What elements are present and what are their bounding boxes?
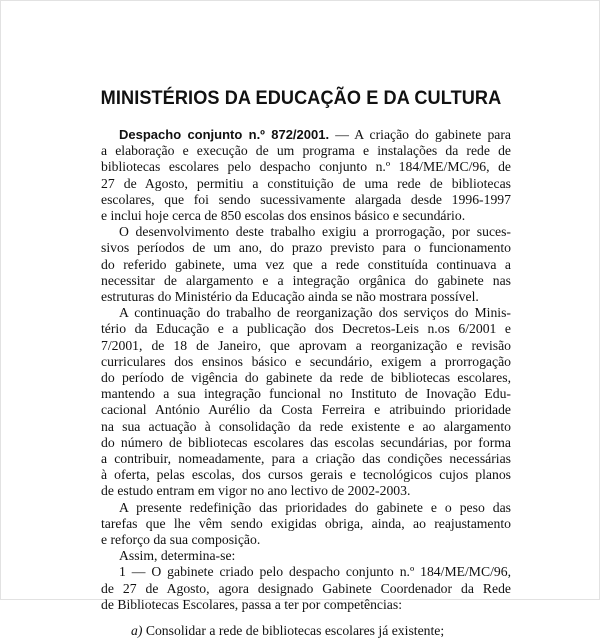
paragraph-line: e reforço da sua composição. <box>101 532 261 548</box>
list-item-text: Consolidar a rede de bibliotecas escolares já existente; <box>145 623 445 639</box>
despacho-title: Despacho conjunto n.º 872/2001. <box>119 127 330 142</box>
paragraph-line: sivos períodos de um ano, do prazo previsto para o funcionamento <box>101 240 511 256</box>
paragraph-line: de 27 de Agosto, agora designado Gabinete Coordenador da Rede <box>101 580 511 596</box>
paragraph-line: do período de vigência do gabinete da rede de bibliotecas escolares, <box>101 370 511 386</box>
paragraph-line: O desenvolvimento deste trabalho exigiu a prorrogação, por suces- <box>119 224 511 240</box>
list-item-letter: a) <box>131 623 143 639</box>
paragraph-line: de estudo entram em vigor no ano lectivo de 2002-2003. <box>101 483 411 499</box>
paragraph-line: a elaboração e execução de um programa e instalações da rede de <box>101 143 511 159</box>
paragraph-line: necessitar de alargamento e a integração orgânica do gabinete nas <box>101 272 511 288</box>
paragraph-line: do número de bibliotecas escolares das escolas secundárias, por forma <box>101 434 511 450</box>
paragraph-line: A continuação do trabalho de reorganização dos serviços do Minis- <box>119 305 511 321</box>
paragraph-line: 7/2001, de 18 de Janeiro, que aprovam a reorganização e revisão <box>101 337 511 353</box>
paragraph-line: Assim, determina-se: <box>119 548 236 564</box>
ministry-heading: MINISTÉRIOS DA EDUCAÇÃO E DA CULTURA <box>100 87 502 109</box>
paragraph-line: mantendo a sua integração funcional no Instituto de Inovação Edu- <box>101 386 511 402</box>
spacer <box>101 613 511 623</box>
paragraph-line: Despacho conjunto n.º 872/2001. — A criação do gabinete para <box>119 127 512 142</box>
paragraph-line: bibliotecas escolares pelo despacho conjunto n.º 184/ME/MC/96, de <box>101 159 511 175</box>
despacho-body <box>101 127 511 639</box>
paragraph-line: do referido gabinete, uma vez que a rede constituída continuava a <box>101 256 511 272</box>
paragraph-line: escolares, que foi sendo sucessivamente alargada desde 1996-1997 <box>101 191 511 207</box>
paragraph-line: tarefas que lhe vêm sendo exigidas obriga, ainda, ao reajustamento <box>101 515 511 531</box>
list-item <box>101 623 511 639</box>
paragraph-line: à oferta, pelas escolas, dos cursos gerais e tecnológicos cujos planos <box>101 467 511 483</box>
paragraph-line: e inclui hoje cerca de 850 escolas dos ensinos básico e secundário. <box>101 208 466 224</box>
paragraph-line: de Bibliotecas Escolares, passa a ter por competências: <box>101 596 403 612</box>
paragraph-line: A presente redefinição das prioridades do gabinete e o peso das <box>119 499 511 515</box>
paragraph-line: na sua actuação à consolidação da rede existente e ao alargamento <box>101 418 511 434</box>
paragraph-line: 1 — O gabinete criado pelo despacho conjunto n.º 184/ME/MC/96, <box>119 564 511 580</box>
paragraph-line: a contribuir, nomeadamente, para a criação das condições necessárias <box>101 451 511 467</box>
paragraph-line: estruturas do Ministério da Educação ainda se não mostrara possível. <box>101 289 479 305</box>
paragraph-line: curriculares dos ensinos básico e secundário, exigem a prorrogação <box>101 353 511 369</box>
paragraph-line: tério da Educação e a publicação dos Decretos-Leis n.os 6/2001 e <box>101 321 511 337</box>
paragraph-line: cacional António Aurélio da Costa Ferreira e atribuindo prioridade <box>101 402 511 418</box>
paragraph-line: 27 de Agosto, permitiu a constituição de uma rede de bibliotecas <box>101 175 511 191</box>
